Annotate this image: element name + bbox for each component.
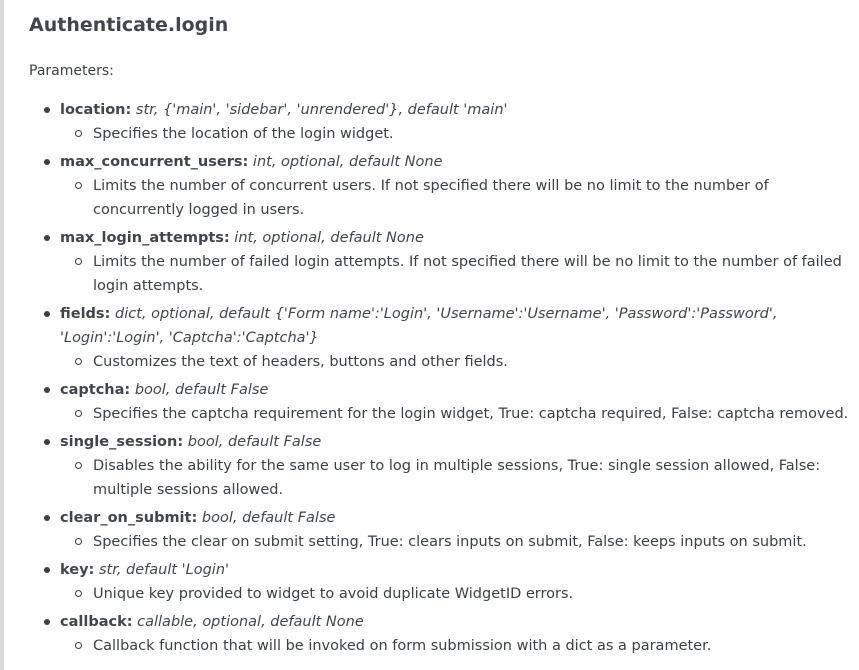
param-name: fields: (60, 306, 111, 322)
param-name: key: (60, 562, 95, 578)
circle-bullet-icon (75, 642, 82, 649)
param-name: callback: (60, 614, 133, 630)
param-description-text: Specifies the clear on submit setting, True: clears inputs on submit, False: keeps inputs on submit. (93, 534, 807, 550)
bullet-icon (44, 159, 50, 165)
bullet-icon (44, 107, 50, 113)
param-description-text: Customizes the text of headers, buttons and other fields. (93, 354, 508, 370)
param-type: bool, default False (134, 382, 269, 398)
param-description (60, 582, 851, 606)
param-description-text: Limits the number of failed login attempts. If not specified there will be no limit to the number of failed login attempts. (93, 254, 842, 294)
page-title: Authenticate.login (29, 14, 229, 36)
bullet-icon (44, 235, 50, 241)
param-description (60, 174, 851, 222)
circle-bullet-icon (75, 538, 82, 545)
param-type: int, optional, default None (252, 154, 443, 170)
param-description-text: Disables the ability for the same user to log in multiple sessions, True: single session allowed, False: multiple sessions allowed. (93, 458, 821, 498)
bullet-icon (44, 515, 50, 521)
param-name: captcha: (60, 382, 131, 398)
circle-bullet-icon (75, 130, 82, 137)
param-type: str, default 'Login' (98, 562, 230, 578)
param-max-login-attempts (29, 226, 851, 298)
param-description-text: Unique key provided to widget to avoid duplicate WidgetID errors. (93, 586, 574, 602)
param-type: bool, default False (201, 510, 336, 526)
param-captcha (29, 378, 851, 426)
bullet-icon (44, 567, 50, 573)
param-description (60, 402, 851, 426)
param-description-text: Specifies the captcha requirement for the login widget, True: captcha required, False: captcha removed. (93, 406, 849, 422)
param-fields (29, 302, 851, 374)
blockquote-bar (0, 0, 4, 670)
param-single-session (29, 430, 851, 502)
param-description-text: Callback function that will be invoked on form submission with a dict as a parameter. (93, 638, 712, 654)
param-description (60, 530, 851, 554)
param-type: dict, optional, default {'Form name':'Login', 'Username':'Username', 'Password':'Password', 'Login':'Login', 'Captcha':'Captcha'} (60, 306, 778, 346)
param-callback (29, 610, 851, 658)
param-location (29, 98, 851, 146)
param-name: clear_on_submit: (60, 510, 198, 526)
circle-bullet-icon (75, 358, 82, 365)
parameters-label: Parameters: (29, 63, 114, 79)
circle-bullet-icon (75, 462, 82, 469)
param-type: bool, default False (187, 434, 322, 450)
bullet-icon (44, 387, 50, 393)
circle-bullet-icon (75, 590, 82, 597)
parameter-list (29, 98, 851, 662)
param-description (60, 250, 851, 298)
param-description (60, 350, 851, 374)
param-type: callable, optional, default None (137, 614, 364, 630)
bullet-icon (44, 619, 50, 625)
bullet-icon (44, 439, 50, 445)
param-max-concurrent-users (29, 150, 851, 222)
circle-bullet-icon (75, 182, 82, 189)
param-name: max_concurrent_users: (60, 154, 249, 170)
param-description (60, 454, 851, 502)
param-type: int, optional, default None (234, 230, 424, 246)
param-description (60, 122, 851, 146)
param-key (29, 558, 851, 606)
param-clear-on-submit (29, 506, 851, 554)
param-name: single_session: (60, 434, 184, 450)
circle-bullet-icon (75, 410, 82, 417)
bullet-icon (44, 311, 50, 317)
param-description (60, 634, 851, 658)
param-name: location: (60, 102, 132, 118)
param-name: max_login_attempts: (60, 230, 230, 246)
param-description-text: Specifies the location of the login widget. (93, 126, 394, 142)
param-type: str, {'main', 'sidebar', 'unrendered'}, default 'main' (135, 102, 508, 118)
circle-bullet-icon (75, 258, 82, 265)
param-description-text: Limits the number of concurrent users. If not specified there will be no limit to the number of concurrently logged in users. (93, 178, 769, 218)
